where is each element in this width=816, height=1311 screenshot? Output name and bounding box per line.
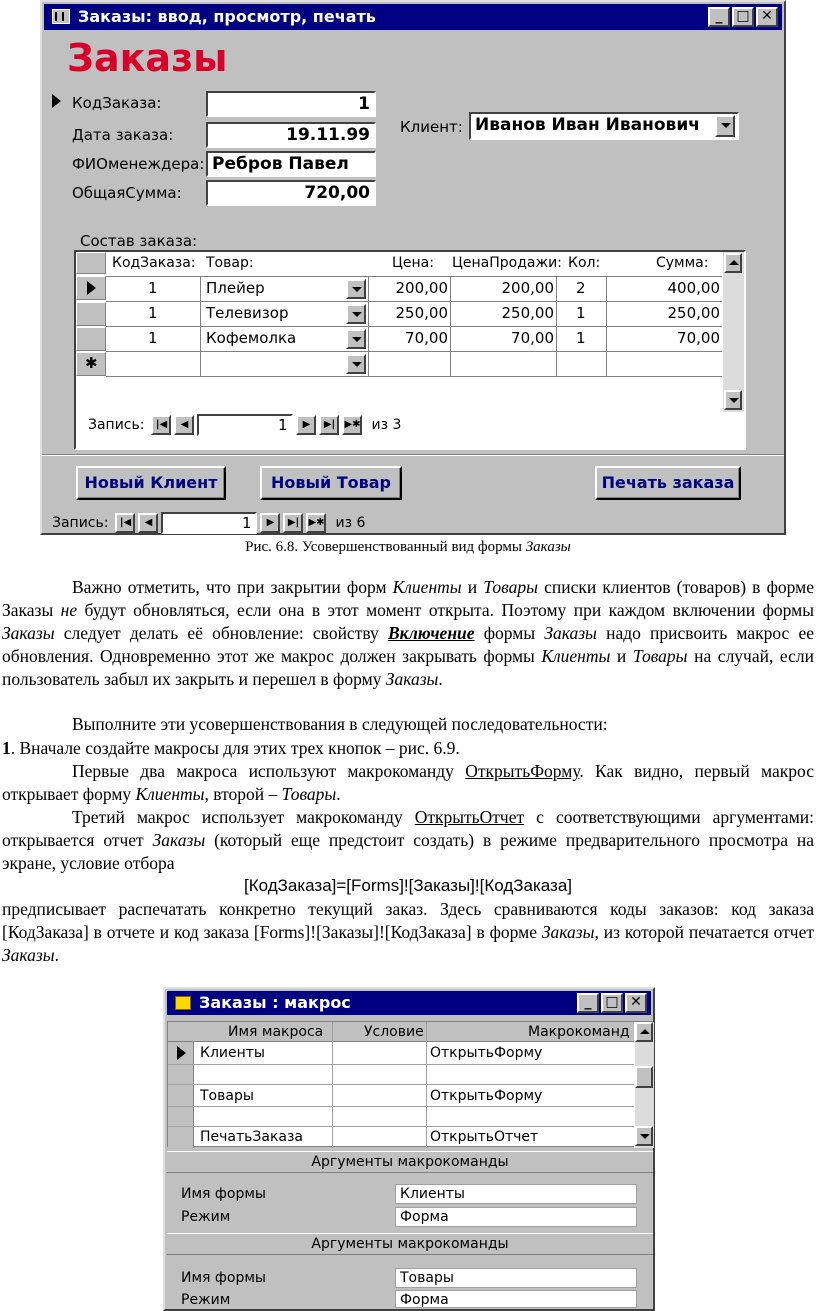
manager-field[interactable]: Ребров Павел [206, 151, 376, 177]
form-first-record-icon[interactable]: |◀ [115, 513, 135, 533]
row2-sale-price[interactable]: 250,00 [501, 304, 554, 322]
macro-row3-name[interactable]: Товары [200, 1088, 254, 1104]
row3-sale-price[interactable]: 70,00 [511, 329, 554, 347]
paragraph-step-1: 1. Вначале создайте макросы для этих трех кнопок – рис. 6.9. [2, 738, 460, 758]
next-record-icon[interactable]: ▶ [296, 415, 316, 435]
arg2-mode-value[interactable]: Форма [395, 1290, 637, 1308]
scroll-up-icon[interactable] [724, 253, 742, 273]
col-header-product[interactable]: Товар: [206, 255, 254, 271]
subform-nav-label: Запись: [88, 417, 145, 433]
prev-record-icon[interactable]: ◀ [174, 415, 194, 435]
macro-col-name[interactable]: Имя макроса [228, 1024, 324, 1040]
client-dropdown-icon[interactable] [715, 115, 735, 137]
client-label: Клиент: [400, 118, 463, 136]
col-header-sum[interactable]: Сумма: [656, 255, 709, 271]
form-nav-label: Запись: [52, 515, 109, 531]
order-id-label: КодЗаказа: [72, 94, 162, 112]
form-prev-record-icon[interactable]: ◀ [138, 513, 158, 533]
macro-close-icon[interactable]: ✕ [625, 993, 647, 1013]
macro-row3-action[interactable]: ОткрытьФорму [430, 1088, 543, 1104]
row1-sum[interactable]: 400,00 [667, 279, 720, 297]
new-row-product-dropdown-icon[interactable] [346, 354, 366, 374]
macro-args-header-1: Аргументы макрокоманды [167, 1151, 653, 1173]
subform-record-field[interactable]: 1 [197, 414, 293, 436]
macro-row5-action[interactable]: ОткрытьОтчет [430, 1129, 539, 1145]
client-combo-value: Иванов Иван Иванович [475, 115, 700, 135]
macro-row1-name[interactable]: Клиенты [200, 1045, 265, 1061]
row3-product-dropdown-icon[interactable] [346, 329, 366, 349]
figure-caption-6-8: Рис. 6.8. Усовершенствованный вид формы Заказы [245, 539, 571, 555]
macro-scroll-up-icon[interactable] [635, 1022, 653, 1042]
row1-qty[interactable]: 2 [576, 279, 586, 297]
order-items-subform [74, 250, 746, 450]
arg1-form-name-label: Имя формы [181, 1186, 266, 1202]
paragraph-explanation: предписывает распечатать конкретно текущий заказ. Здесь сравниваются коды заказов: код заказа [КодЗаказа] в отчете и код заказа [Forms]![Заказы]![КодЗаказа] в форме Заказы, из которой печатается отчет Заказы. [2, 899, 814, 965]
first-record-icon[interactable]: |◀ [151, 415, 171, 435]
form-last-record-icon[interactable]: ▶| [283, 513, 303, 533]
new-client-button[interactable]: Новый Клиент [76, 466, 226, 500]
macro-maximize-icon[interactable]: □ [601, 993, 623, 1013]
form-next-record-icon[interactable]: ▶ [260, 513, 280, 533]
col-header-price[interactable]: Цена: [392, 255, 434, 271]
arg1-form-name-value[interactable]: Клиенты [395, 1184, 637, 1204]
current-row-arrow-icon [87, 281, 96, 295]
new-record-nav-icon[interactable]: ▶✱ [342, 415, 362, 435]
macro-title: Заказы : макрос [199, 993, 351, 1012]
row3-sum[interactable]: 70,00 [677, 329, 720, 347]
form-titlebar[interactable] [44, 4, 782, 30]
last-record-icon[interactable]: ▶| [319, 415, 339, 435]
paragraph-note: Важно отметить, что при закрытии форм Клиенты и Товары списки клиентов (товаров) в форме Заказы не будут обновляться, если она в этот момент открыта. Поэтому при каждом включении формы Заказы следует делать её обновление: свойству Включение формы Заказы надо присвоить макрос ее обновления. Одновременно этот же макрос должен закрывать формы Клиенты и Товары на случай, если пользователь забыл их закрыть и перешел в форму Заказы. [2, 577, 815, 689]
order-date-field[interactable]: 19.11.99 [206, 122, 376, 148]
subform-record-count: из 3 [371, 417, 402, 433]
row2-price[interactable]: 250,00 [395, 304, 448, 322]
print-order-button[interactable]: Печать заказа [595, 466, 741, 500]
col-header-order-id[interactable]: КодЗаказа: [112, 255, 196, 271]
form-record-field[interactable]: 1 [161, 512, 257, 534]
row2-sum[interactable]: 250,00 [667, 304, 720, 322]
form-record-count: из 6 [335, 515, 366, 531]
arg2-mode-label: Режим [181, 1292, 231, 1308]
row2-order-id[interactable]: 1 [148, 304, 158, 322]
total-label: ОбщаяСумма: [72, 184, 182, 202]
macro-titlebar[interactable] [167, 991, 651, 1015]
paragraph-macro-3: Третий макрос использует макрокоманду ОткрытьОтчет с соответствующими аргументами: открывается отчет Заказы (который еще предстоит создать) в режиме предварительного просмотра на экране, условие отбора [2, 807, 814, 873]
row1-product-dropdown-icon[interactable] [346, 279, 366, 299]
new-record-icon: ✱ [85, 355, 98, 372]
subform-scrollbar[interactable] [722, 252, 744, 412]
macro-current-row-arrow-icon [177, 1046, 186, 1060]
manager-label: ФИОменеждера: [72, 155, 205, 173]
row-selector-2[interactable] [76, 302, 106, 326]
form-header-title: Заказы [67, 36, 228, 80]
macro-args-header-2: Аргументы макрокоманды [167, 1233, 653, 1255]
arg2-form-name-label: Имя формы [181, 1270, 266, 1286]
macro-window [163, 987, 655, 1311]
orders-form-window [40, 0, 786, 535]
row1-product[interactable]: Плейер [206, 279, 265, 297]
close-icon[interactable]: ✕ [756, 7, 778, 27]
row3-product[interactable]: Кофемолка [206, 329, 297, 347]
order-id-field[interactable]: 1 [206, 91, 376, 117]
macro-col-action[interactable]: Макрокоманд [528, 1024, 630, 1040]
order-date-label: Дата заказа: [72, 126, 174, 144]
filter-condition-formula: [КодЗаказа]=[Forms]![Заказы]![КодЗаказа] [243, 876, 573, 895]
row3-price[interactable]: 70,00 [405, 329, 448, 347]
paragraph-steps-intro: Выполните эти усовершенствования в следующей последовательности: [72, 714, 608, 734]
row-selector-3[interactable] [76, 327, 106, 351]
maximize-icon[interactable]: □ [732, 7, 754, 27]
col-header-sale-price[interactable]: ЦенаПродажи: [452, 255, 562, 271]
form-title: Заказы: ввод, просмотр, печать [78, 7, 376, 26]
row3-qty[interactable]: 1 [576, 329, 586, 347]
row-selector-1[interactable] [76, 276, 106, 300]
macro-scroll-thumb[interactable] [635, 1066, 653, 1088]
arg1-mode-value[interactable]: Форма [395, 1207, 637, 1227]
macro-minimize-icon[interactable]: _ [577, 993, 599, 1013]
paragraph-macros-1-2: Первые два макроса используют макрокоманду ОткрытьФорму. Как видно, первый макрос открывает форму Клиенты, второй – Товары. [2, 761, 814, 804]
minimize-icon[interactable]: _ [708, 7, 730, 27]
macro-scrollbar[interactable] [634, 1022, 654, 1148]
form-new-record-icon[interactable]: ▶✱ [306, 513, 326, 533]
arg1-mode-label: Режим [181, 1209, 231, 1225]
row2-product-dropdown-icon[interactable] [346, 304, 366, 324]
subform-header-selector [76, 252, 106, 274]
form-icon [52, 9, 70, 24]
record-selector-arrow-icon [52, 94, 61, 108]
macro-row5-name[interactable]: ПечатьЗаказа [200, 1129, 304, 1145]
macro-window-icon [175, 996, 191, 1010]
row2-product[interactable]: Телевизор [206, 304, 289, 322]
client-combo[interactable] [469, 112, 739, 140]
arg2-form-name-value[interactable]: Товары [395, 1268, 637, 1288]
row3-order-id[interactable]: 1 [148, 329, 158, 347]
col-header-qty[interactable]: Кол: [568, 255, 601, 271]
subform-record-nav [88, 414, 401, 436]
form-record-nav [52, 512, 365, 534]
macro-row1-action[interactable]: ОткрытьФорму [430, 1045, 543, 1061]
total-field[interactable]: 720,00 [206, 180, 376, 206]
row2-qty[interactable]: 1 [576, 304, 586, 322]
macro-grid [167, 1021, 653, 1147]
macro-scroll-down-icon[interactable] [635, 1126, 653, 1146]
row1-sale-price[interactable]: 200,00 [501, 279, 554, 297]
row1-order-id[interactable]: 1 [148, 279, 158, 297]
row-selector-new[interactable] [76, 352, 106, 376]
row1-price[interactable]: 200,00 [395, 279, 448, 297]
subform-caption: Состав заказа: [80, 232, 198, 250]
new-product-button[interactable]: Новый Товар [260, 466, 402, 500]
macro-col-condition[interactable]: Условие [364, 1024, 424, 1040]
scroll-down-icon[interactable] [724, 390, 742, 410]
